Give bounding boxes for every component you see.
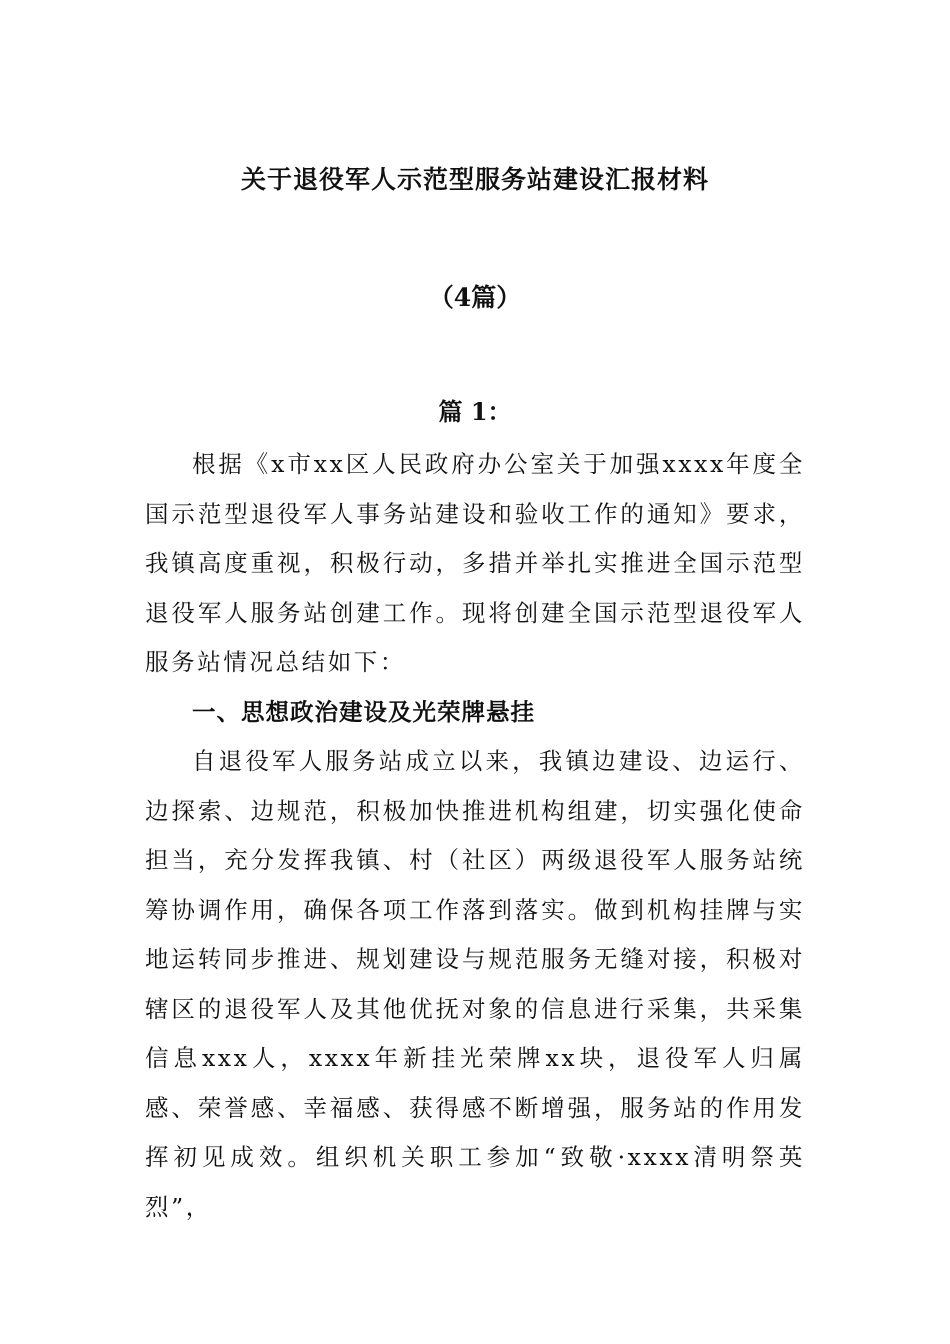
part-heading: 篇 1：: [438, 397, 512, 426]
document-subtitle: （4篇）: [428, 283, 522, 312]
document-body: [145, 440, 805, 1232]
paragraph-intro: 根据《x市xx区人民政府办公室关于加强xxxx年度全国示范型退役军人事务站建设和验收工作的通知》要求，我镇高度重视，积极行动，多措并举扎实推进全国示范型退役军人服务站创建工作。现将创建全国示范型退役军人服务站情况总结如下：: [145, 450, 805, 676]
paragraph-section-1: 自退役军人服务站成立以来，我镇边建设、边运行、边探索、边规范，积极加快推进机构组建，切实强化使命担当，充分发挥我镇、村（社区）两级退役军人服务站统筹协调作用，确保各项工作落到落实。做到机构挂牌与实地运转同步推进、规划建设与规范服务无缝对接，积极对辖区的退役军人及其他优抚对象的信息进行采集，共采集信息xxx人，xxxx年新挂光荣牌xx块，退役军人归属感、荣誉感、幸福感、获得感不断增强，服务站的作用发挥初见成效。组织机关职工参加“致敬·xxxx清明祭英烈”，: [145, 747, 805, 1221]
document-title: 关于退役军人示范型服务站建设汇报材料: [240, 165, 709, 194]
section-heading: 一、思想政治建设及光荣牌悬挂: [192, 697, 535, 726]
